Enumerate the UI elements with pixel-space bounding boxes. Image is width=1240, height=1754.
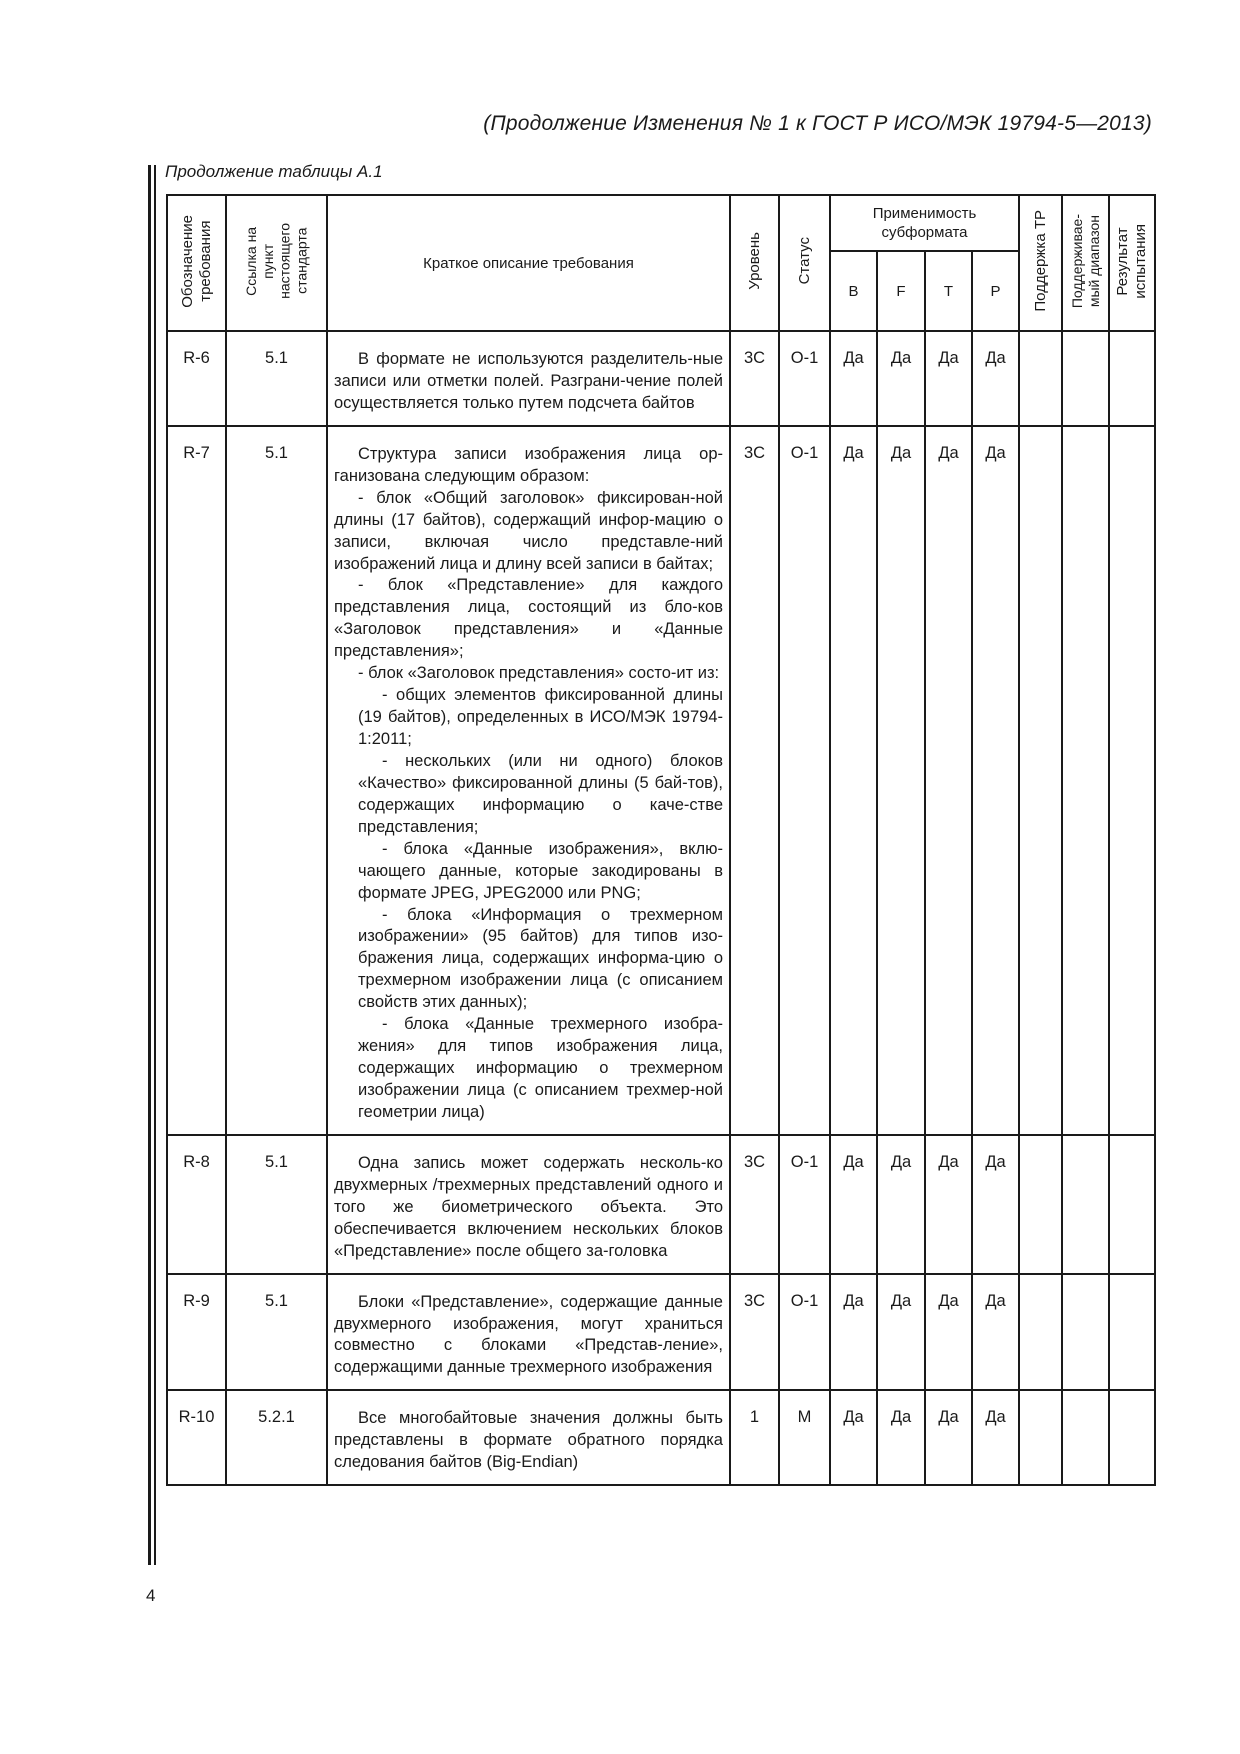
subformat-t-cell: Да bbox=[925, 1274, 972, 1391]
subformat-f-cell: Да bbox=[877, 1135, 925, 1274]
header-status: Статус bbox=[779, 195, 830, 331]
level-cell: 3С bbox=[730, 331, 779, 426]
subformat-p-cell: Да bbox=[972, 426, 1019, 1135]
clause-ref-cell: 5.1 bbox=[226, 426, 327, 1135]
subformat-b-cell: Да bbox=[830, 426, 877, 1135]
subformat-b-cell: Да bbox=[830, 1274, 877, 1391]
clause-ref-cell: 5.1 bbox=[226, 331, 327, 426]
description-cell bbox=[327, 426, 730, 1135]
test-result-cell bbox=[1109, 1274, 1155, 1391]
table-row bbox=[167, 1390, 1155, 1485]
header-supported-range: Поддерживае- мый диапазон bbox=[1062, 195, 1109, 331]
level-cell: 3С bbox=[730, 1135, 779, 1274]
description-cell bbox=[327, 1274, 730, 1391]
level-cell: 3С bbox=[730, 426, 779, 1135]
header-level: Уровень bbox=[730, 195, 779, 331]
description-paragraph: Блоки «Представление», содержащие данные двухмерного изображения, могут храниться совместно с блоками «Представ-ление», содержащими данные трехмерного изображения bbox=[334, 1292, 723, 1377]
description-subparagraph: - блока «Информация о трехмерном изображении» (95 байтов) для типов изо-бражения лица, содержащих информа-цию о трехмерном изображении лица (с описанием свойств этих данных); bbox=[358, 905, 723, 1012]
description-cell bbox=[327, 331, 730, 426]
header-subformat-t: T bbox=[925, 251, 972, 331]
subformat-b-cell: Да bbox=[830, 331, 877, 426]
header-description: Краткое описание требования bbox=[327, 195, 730, 331]
table-body bbox=[167, 331, 1155, 1485]
req-id-cell: R-10 bbox=[167, 1390, 226, 1485]
req-id-cell: R-9 bbox=[167, 1274, 226, 1391]
level-cell: 3С bbox=[730, 1274, 779, 1391]
level-cell: 1 bbox=[730, 1390, 779, 1485]
table-row bbox=[167, 331, 1155, 426]
page-number: 4 bbox=[146, 1586, 156, 1605]
header-clause-ref: Ссылка на пункт настоящего стандарта bbox=[226, 195, 327, 331]
description-subparagraph: - общих элементов фиксированной длины (19 байтов), определенных в ИСО/МЭК 19794-1:2011; bbox=[358, 686, 723, 748]
description-cell bbox=[327, 1135, 730, 1274]
document-continuation-header: (Продолжение Изменения № 1 к ГОСТ Р ИСО/МЭК 19794-5—2013) bbox=[483, 112, 1152, 135]
description-paragraph: Структура записи изображения лица ор-ганизована следующим образом: bbox=[334, 444, 723, 485]
description-subparagraph: - блока «Данные трехмерного изобра-жения» для типов изображения лица, содержащих информацию о трехмерном изображении лица (с описанием трехмер-ной геометрии лица) bbox=[358, 1015, 723, 1121]
req-id-cell: R-6 bbox=[167, 331, 226, 426]
table-row bbox=[167, 1135, 1155, 1274]
subformat-t-cell: Да bbox=[925, 1135, 972, 1274]
description-paragraph: Одна запись может содержать несколь-ко двухмерных /трехмерных представлений одного и того же биометрического объекта. Это обеспечивается включением нескольких блоков «Представление» после общего за-головка bbox=[334, 1153, 723, 1260]
support-tp-cell bbox=[1019, 1135, 1062, 1274]
subformat-f-cell: Да bbox=[877, 331, 925, 426]
description-paragraph: Все многобайтовые значения должны быть представлены в формате обратного порядка следования байтов (Big-Endian) bbox=[334, 1409, 723, 1472]
support-tp-cell bbox=[1019, 1274, 1062, 1391]
req-id-cell: R-7 bbox=[167, 426, 226, 1135]
supported-range-cell bbox=[1062, 331, 1109, 426]
req-id-cell: R-8 bbox=[167, 1135, 226, 1274]
clause-ref-cell: 5.1 bbox=[226, 1274, 327, 1391]
change-bar bbox=[148, 165, 156, 1565]
requirements-table bbox=[166, 194, 1156, 1486]
test-result-cell bbox=[1109, 1135, 1155, 1274]
subformat-f-cell: Да bbox=[877, 1390, 925, 1485]
subformat-f-cell: Да bbox=[877, 1274, 925, 1391]
support-tp-cell bbox=[1019, 331, 1062, 426]
subformat-p-cell: Да bbox=[972, 1135, 1019, 1274]
header-test-result: Результат испытания bbox=[1109, 195, 1155, 331]
support-tp-cell bbox=[1019, 426, 1062, 1135]
header-subformat-p: P bbox=[972, 251, 1019, 331]
status-cell: О-1 bbox=[779, 426, 830, 1135]
description-paragraph: В формате не используются разделитель-ные записи или отметки полей. Разграни-чение полей осуществляется только путем подсчета байтов bbox=[334, 350, 723, 412]
subformat-f-cell: Да bbox=[877, 426, 925, 1135]
support-tp-cell bbox=[1019, 1390, 1062, 1485]
test-result-cell bbox=[1109, 1390, 1155, 1485]
subformat-p-cell: Да bbox=[972, 331, 1019, 426]
header-support-tp: Поддержка ТР bbox=[1019, 195, 1062, 331]
test-result-cell bbox=[1109, 331, 1155, 426]
table-row bbox=[167, 1274, 1155, 1391]
supported-range-cell bbox=[1062, 1274, 1109, 1391]
header-applicability: Применимость субформата bbox=[830, 195, 1019, 251]
description-paragraph: - блок «Представление» для каждого представления лица, состоящий из бло-ков «Заголовок представления» и «Данные представления»; bbox=[334, 576, 723, 661]
clause-ref-cell: 5.1 bbox=[226, 1135, 327, 1274]
description-subparagraph: - нескольких (или ни одного) блоков «Качество» фиксированной длины (5 бай-тов), содержащих информацию о каче-стве представления; bbox=[358, 751, 723, 836]
subformat-b-cell: Да bbox=[830, 1135, 877, 1274]
supported-range-cell bbox=[1062, 1390, 1109, 1485]
description-subparagraph: - блока «Данные изображения», вклю-чающего данные, которые закодированы в формате JPEG, JPEG2000 или PNG; bbox=[358, 839, 723, 902]
subformat-t-cell: Да bbox=[925, 426, 972, 1135]
header-subformat-b: B bbox=[830, 251, 877, 331]
status-cell: О-1 bbox=[779, 1135, 830, 1274]
subformat-t-cell: Да bbox=[925, 1390, 972, 1485]
table-caption: Продолжение таблицы А.1 bbox=[165, 162, 383, 181]
description-paragraph: - блок «Заголовок представления» состо-ит из: bbox=[358, 664, 720, 683]
header-subformat-f: F bbox=[877, 251, 925, 331]
table-row bbox=[167, 426, 1155, 1135]
table-header bbox=[167, 195, 1155, 331]
status-cell: М bbox=[779, 1390, 830, 1485]
description-cell bbox=[327, 1390, 730, 1485]
subformat-b-cell: Да bbox=[830, 1390, 877, 1485]
supported-range-cell bbox=[1062, 1135, 1109, 1274]
header-req-id: Обозначение требования bbox=[167, 195, 226, 331]
subformat-p-cell: Да bbox=[972, 1274, 1019, 1391]
status-cell: О-1 bbox=[779, 1274, 830, 1391]
description-paragraph: - блок «Общий заголовок» фиксирован-ной длины (17 байтов), содержащий инфор-мацию о записи, включая число представле-ний изображений лица и длину всей записи в байтах; bbox=[334, 488, 723, 573]
subformat-p-cell: Да bbox=[972, 1390, 1019, 1485]
clause-ref-cell: 5.2.1 bbox=[226, 1390, 327, 1485]
test-result-cell bbox=[1109, 426, 1155, 1135]
subformat-t-cell: Да bbox=[925, 331, 972, 426]
status-cell: О-1 bbox=[779, 331, 830, 426]
supported-range-cell bbox=[1062, 426, 1109, 1135]
